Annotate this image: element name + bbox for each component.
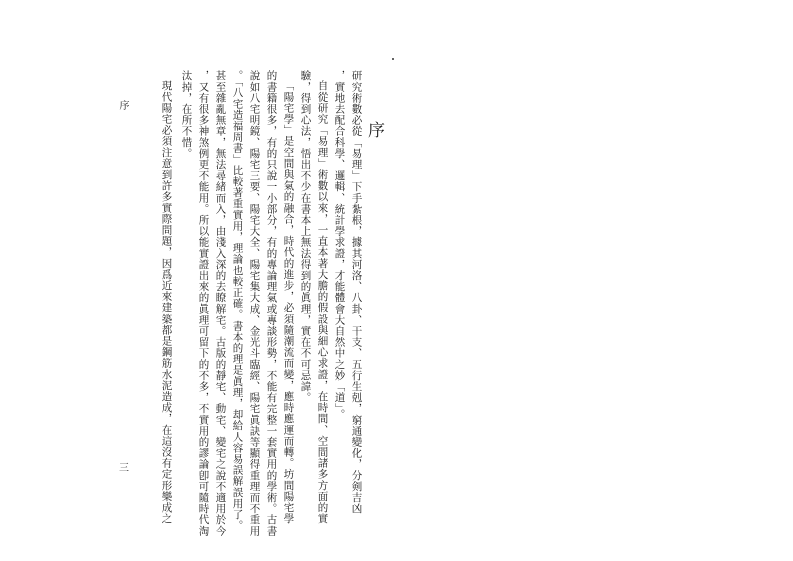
text-column-5: 「陽宅學」是空間與氣的融合，時代的進步，必須隨潮流而變，應時應運而轉。坊間陽宅學 — [282, 80, 295, 524]
page-title: 序 — [368, 121, 385, 141]
text-column-7: 說如八宅明鏡、陽宅三要、陽宅大全、陽宅集大成、金光斗臨經、陽宅眞訣等顯得重理而不重用 — [248, 70, 261, 537]
text-column-4: 驗，得到心法，悟出不少在書本上無法得到的眞理，實在不可忌諱。 — [299, 70, 312, 403]
text-column-12: 現代陽宅必須注意到許多實際問題，因爲近來建築都是鋼筋水泥造成，在這沒有定形樂成之 — [160, 80, 173, 524]
text-column-3: 自從研究「易理」術數以來，一直本著大膽的假設與細心求證，在時間、空間諸多方面的實 — [316, 80, 329, 524]
text-column-8: 。「八宅造福周書」比較著重實用，理論也較正確。書本的理是眞理，却給人容易誤解誤用了。 — [231, 70, 244, 531]
text-column-9: 甚至雜亂無章，無法尋緒而入，由淺入深的去瞭解宅。古版的靜宅、動宅、變宅之說不適用於今 — [214, 70, 227, 537]
ink-speck — [392, 58, 394, 60]
text-column-10: ，又有很多神煞例更不能用。所以能實證出來的眞理可留下的不多，不實用的謬論卽可隨時代淘 — [197, 70, 210, 537]
text-column-11: 汰掉，在所不惜。 — [180, 70, 193, 159]
running-head: 序 — [117, 100, 128, 111]
text-column-1: 研究術數必從「易理」下手紮根，據其河洛、八卦、干支、五行生剋，窮通變化，分剣吉凶 — [350, 70, 363, 514]
text-column-2: ，實地去配合科學、邏輯、統計學求證，才能體會大自然中之妙「道」。 — [333, 70, 346, 420]
text-column-6: 的書籍很多，有的只說一小部分，有的專論理氣或專談形勢，不能有完整一套實用的學術。古書 — [265, 70, 278, 537]
page-number: 三 — [119, 463, 129, 474]
